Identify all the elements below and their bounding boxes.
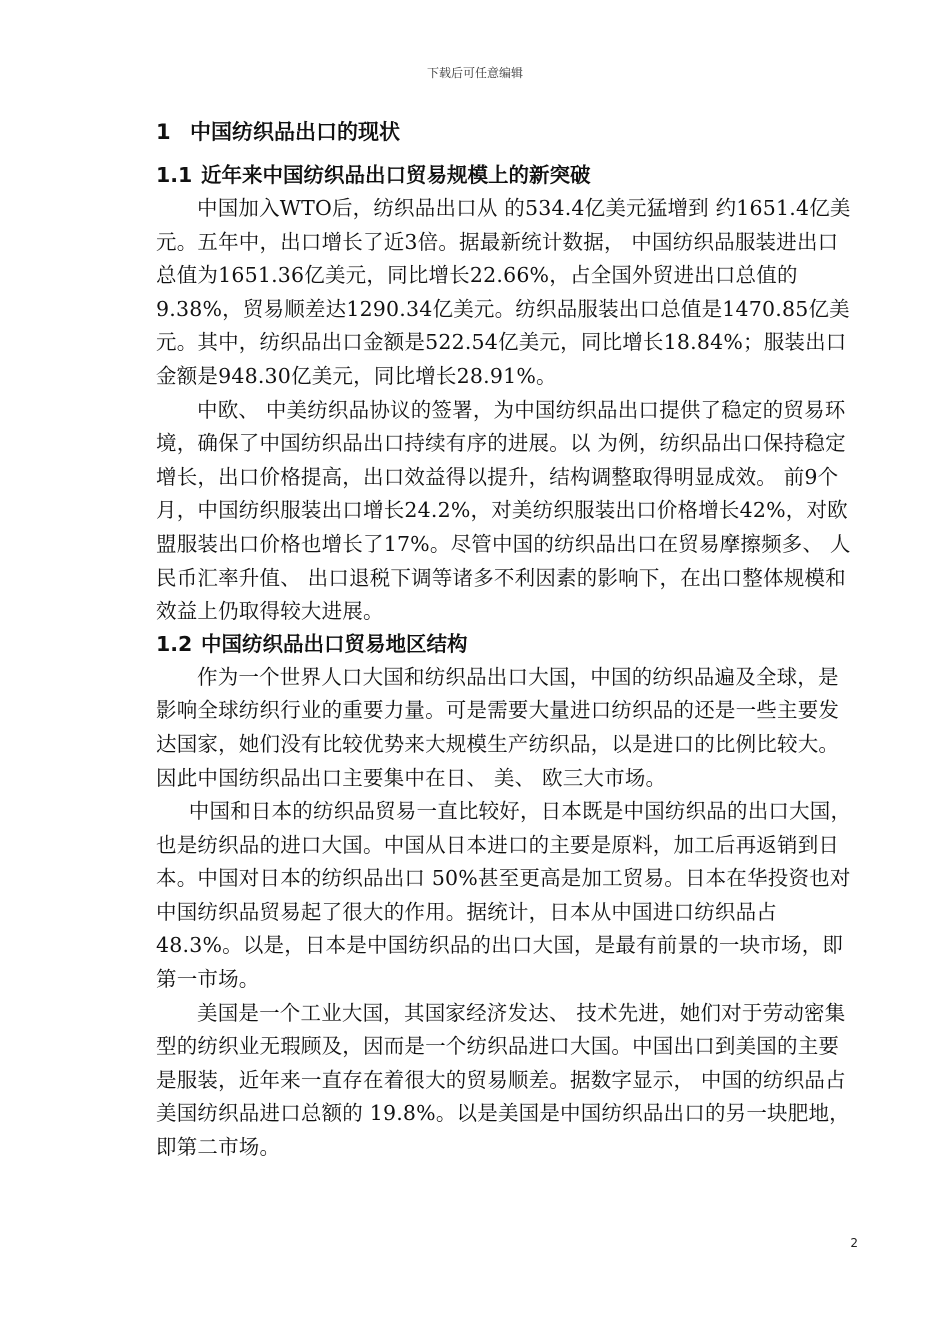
paragraph: 作为一个世界人口大国和纺织品出口大国，中国的纺织品遍及全球，是影响全球纺织行业的重要力量。可是需要大量进口纺织品的还是一些主要发达国家，她们没有比较优势来大规模生产纺织品，以是进口的比例比较大。因此中国纺织品出口主要集中在日、 美、 欧三大市场。 [156, 664, 840, 790]
paragraph: 中国加入WTO后，纺织品出口从 的534.4亿美元猛增到 约1651.4亿美元。五年中，出口增长了近3倍。据最新统计数据， 中国纺织品服装进出口总值为1651.36亿美元，同比增长22.66%，占全国外贸进出口总值的9.38%，贸易顺差达1290.34亿美元。纺织品服装出口总值是1470.85亿美元。其中，纺织品出口金额是522.54亿美元，同比增长18.84%；服装出口金额是948.30亿美元，同比增长28.91%。 [156, 196, 851, 388]
section-heading-1 [156, 118, 852, 146]
paragraph: 中国和日本的纺织品贸易一直比较好，日本既是中国纺织品的出口大国，也是纺织品的进口大国。中国从日本进口的主要是原料，加工后再返销到日本。中国对日本的纺织品出口 50%甚至更高是加工贸易。日本在华投资也对中国纺织品贸易起了很大的作用。据统计，日本从中国进口纺织品占 48.3%。以是，日本是中国纺织品的出口大国，是最有前景的一块市场，即第一市场。 [156, 799, 852, 992]
section-number: 1 [156, 120, 171, 144]
section-title: 中国纺织品出口的现状 [190, 120, 400, 144]
section-title: 中国纺织品出口贸易地区结构 [201, 631, 468, 656]
section-heading-1-1 [156, 160, 852, 190]
document-body [156, 118, 852, 1165]
running-header: 下载后可任意编辑 [426, 66, 523, 80]
section-title: 近年来中国纺织品出口贸易规模上的新突破 [201, 163, 591, 187]
paragraph: 美国是一个工业大国，其国家经济发达、 技术先进，她们对于劳动密集型的纺织业无瑕顾及，因而是一个纺织品进口大国。中国出口到美国的主要是服装，近年来一直存在着很大的贸易顺差。据数字显示， 中国的纺织品占美国纺织品进口总额的 19.8%。以是美国是中国纺织品出口的另一块肥地，即第二市场。 [156, 1000, 850, 1160]
section-number: 1.2 [156, 631, 193, 656]
section-heading-1-2 [156, 629, 852, 659]
paragraph: 中欧、 中美纺织品协议的签署，为中国纺织品出口提供了稳定的贸易环境，确保了中国纺织品出口持续有序的进展。以 为例，纺织品出口保持稳定增长，出口价格提高，出口效益得以提升，结构调整取得明显成效。 前9个月，中国纺织服装出口增长24.2%，对美纺织服装出口价格增长42%，对欧盟服装出口价格也增长了17%。尽管中国的纺织品出口在贸易摩擦频多、 人民币汇率升值、 出口退税下调等诸多不利因素的影响下，在出口整体规模和效益上仍取得较大进展。 [156, 397, 851, 624]
section-number: 1.1 [156, 163, 193, 187]
page-number: 2 [850, 1236, 858, 1250]
